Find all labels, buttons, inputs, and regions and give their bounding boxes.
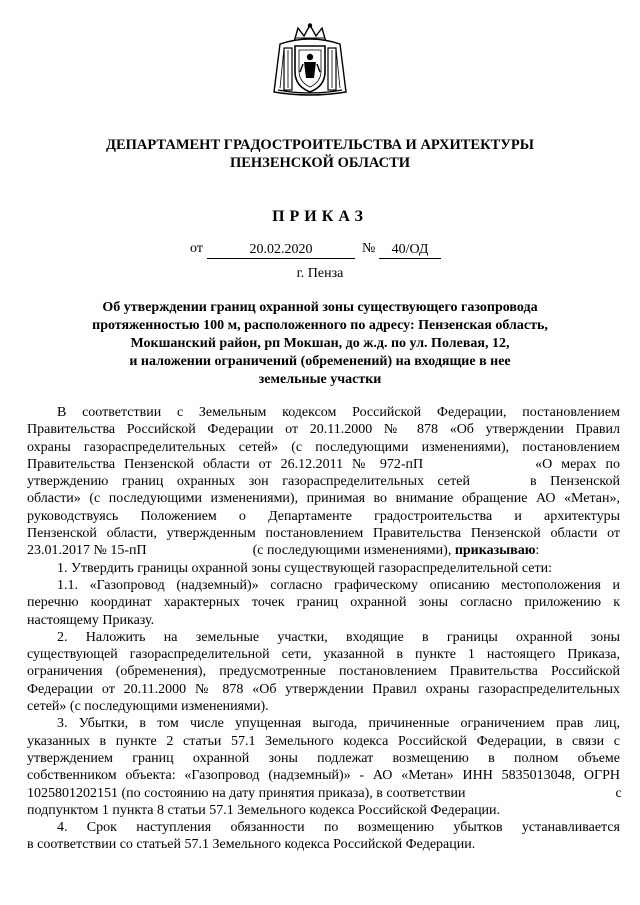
- order-heading: [0, 299, 640, 389]
- body-line: 4. Срок наступления обязанности по возмещению убытков устанавливается: [57, 820, 620, 836]
- body-segment: в Пензенской: [529, 474, 620, 490]
- body-line: В соответствии с Земельным кодексом Российской Федерации, постановлением: [57, 405, 620, 420]
- body-line: подпунктом 1 пункта 8 статьи 57.1 Земельного кодекса Российской Федерации.: [27, 802, 501, 818]
- date-prefix: от: [190, 241, 203, 256]
- heading-line: Мокшанский район, рп Мокшан, до ж.д. по ул. Полевая, 12,: [130, 336, 510, 351]
- body-line: существующей газораспределительной сети, указанной в пункте 1 настоящего Приказа,: [27, 647, 620, 663]
- body-line: [27, 785, 620, 802]
- body-line: Правительства Российской Федерации от 20.11.2000 № 878 «Об утверждении Правил: [27, 422, 620, 438]
- body-line: охраны газораспределительных сетей» (с последующими изменениями), постановлением: [27, 439, 620, 455]
- body-line: настоящему Приказу.: [27, 612, 155, 628]
- body-line: [27, 473, 620, 490]
- department-name-line-1: ДЕПАРТАМЕНТ ГРАДОСТРОИТЕЛЬСТВА И АРХИТЕКТУРЫ: [105, 137, 535, 153]
- body-line: перечню координат характерных точек границ охранной зоны согласно приложению к: [27, 595, 620, 611]
- coat-of-arms-emblem: [270, 22, 350, 98]
- body-segment: 1025801202151 (по состоянию на дату принятия приказа), в соответствии: [27, 785, 466, 801]
- order-number: 40/ОД: [379, 241, 441, 259]
- body-segment: :: [535, 543, 540, 559]
- body-line: в соответствии со статьей 57.1 Земельного кодекса Российской Федерации.: [27, 837, 476, 853]
- order-title: ПРИКАЗ: [272, 208, 368, 225]
- body-line: указанных в пункте 2 статьи 57.1 Земельного кодекса Российской Федерации, в связи с: [27, 733, 620, 749]
- order-date: 20.02.2020: [207, 241, 355, 259]
- body-line: Федерации от 20.11.2000 № 878 «Об утверждении Правил охраны газораспределительных: [27, 681, 620, 697]
- order-body: [27, 404, 620, 854]
- body-line: сетей» (с последующими изменениями).: [27, 699, 269, 715]
- body-segment: с: [615, 785, 622, 801]
- heading-line: земельные участки: [258, 372, 382, 387]
- body-line: 3. Убытки, в том числе упущенная выгода, причиненные ограничением прав лиц,: [57, 716, 620, 732]
- body-segment: (с последующими изменениями),: [252, 543, 452, 559]
- body-line: Пензенской области, утвержденным постановлением Правительства Пензенской области от: [27, 526, 620, 542]
- heading-line: Об утверждении границ охранной зоны существующего газопровода: [102, 300, 538, 315]
- decree-word: приказываю: [454, 543, 536, 559]
- body-line: [27, 542, 620, 559]
- body-line: собственником объекта: «Газопровод (надземный)» - АО «Метан» ИНН 5835013048, ОГРН: [27, 768, 620, 784]
- body-line: 1.1. «Газопровод (надземный)» согласно графическому описанию местоположения и: [57, 577, 620, 593]
- heading-line: и наложении ограничений (обременений) на входящие в нее: [129, 354, 511, 369]
- body-segment: Правительства Пензенской области от 26.12.2011 № 972-пП: [27, 456, 424, 472]
- body-segment: 23.01.2017 № 15-пП: [27, 543, 147, 559]
- body-segment: утверждению границ охранных зон газораспределительных сетей: [27, 474, 470, 490]
- body-line: области» (с последующими изменениями), принимая во внимание обращение АО «Метан»,: [27, 491, 620, 507]
- department-name-line-2: ПЕНЗЕНСКОЙ ОБЛАСТИ: [229, 155, 411, 171]
- heading-line: протяженностью 100 м, расположенного по адресу: Пензенская область,: [92, 318, 548, 333]
- body-line: 1. Утвердить границы охранной зоны существующей газораспределительной сети:: [57, 560, 552, 576]
- city-name: г. Пенза: [296, 266, 344, 281]
- body-line: утверждением границ охранной зоны подлежат возмещению в полном объеме: [27, 750, 620, 766]
- body-line: руководствуясь Положением о Департаменте градостроительства и архитектуры: [27, 508, 620, 524]
- body-line: ограничения (обременения), предусмотренные постановлением Правительства Российской: [27, 664, 620, 680]
- number-prefix: №: [362, 241, 376, 256]
- body-line: [27, 456, 620, 473]
- body-segment: «О мерах по: [535, 456, 620, 472]
- body-line: 2. Наложить на земельные участки, входящие в границы охранной зоны: [57, 629, 620, 645]
